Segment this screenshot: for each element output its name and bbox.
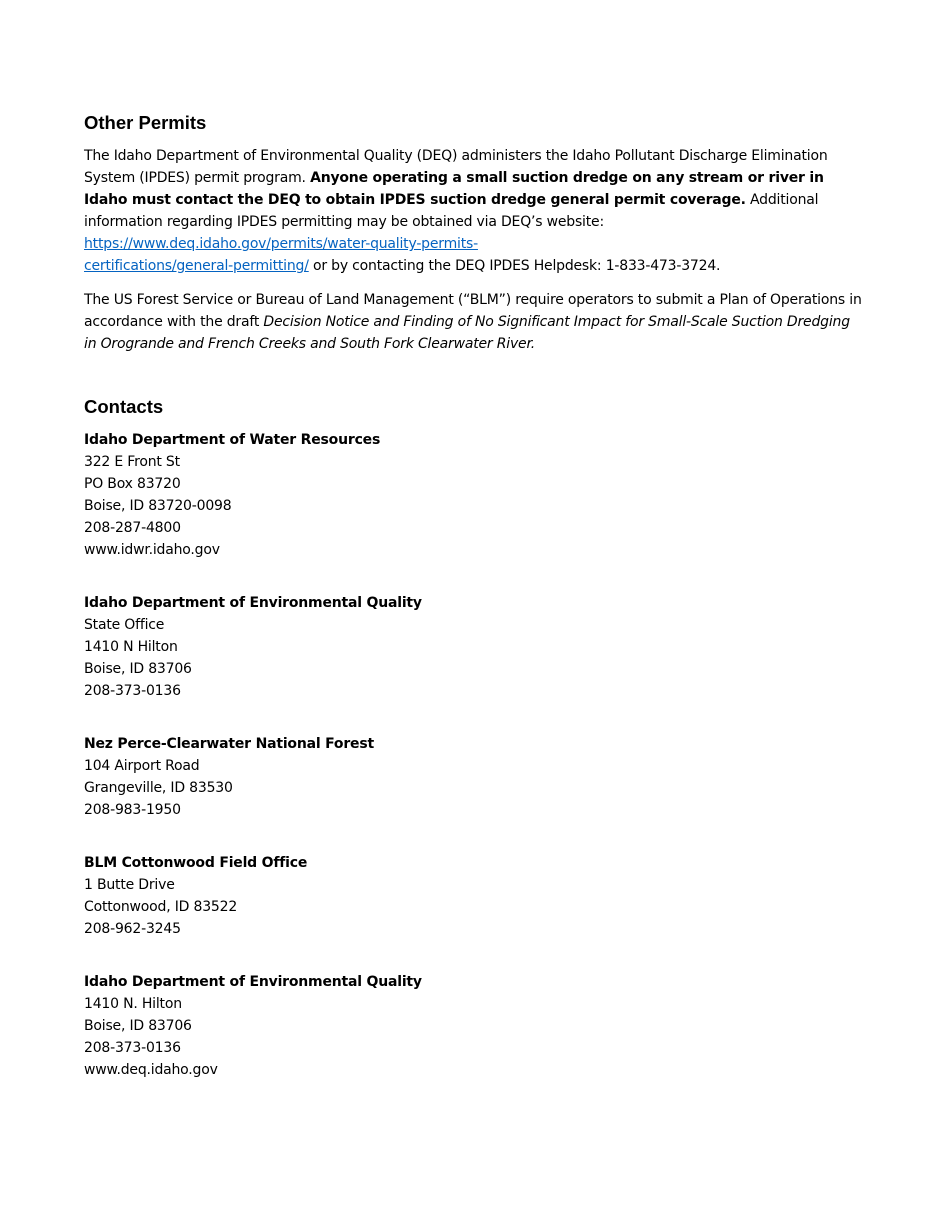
ipdes-intro-text: The Idaho Department of Environmental Quality (DEQ) administers the Idaho Pollutant Discharge Elimination System (IPDES) permit program. [84,148,828,186]
contact-phone: 208-373-0136 [84,683,181,699]
contact-name: Idaho Department of Environmental Quality [84,974,422,990]
contacts-heading: Contacts [84,396,164,417]
ipdes-helpdesk-text: or by contacting the DEQ IPDES Helpdesk: 1-833-473-3724. [308,258,721,274]
contact-phone: 208-983-1950 [84,802,181,818]
contact-city: Boise, ID 83706 [84,1018,192,1034]
deq-link-part1: https://www.deq.idaho.gov/permits/water-quality-permits- [84,236,478,252]
contact-city: Cottonwood, ID 83522 [84,899,238,915]
contact-address-street: 1410 N Hilton [84,639,178,655]
contact-block-deq-state-office [84,592,864,702]
ipdes-paragraph [84,145,864,277]
contact-city: Boise, ID 83720-0098 [84,498,232,514]
contact-address-street: 1410 N. Hilton [84,996,182,1012]
ipdes-requirement-bold: Anyone operating a small suction dredge on any stream or river in Idaho must contact the DEQ to obtain IPDES suction dredge general permit coverage. [84,170,824,208]
contact-address-street: 322 E Front St [84,454,180,470]
contact-block-nez-perce-forest [84,733,864,821]
contact-po-box: PO Box 83720 [84,476,181,492]
decision-notice-title: Decision Notice and Finding of No Significant Impact for Small-Scale Suction Dredging in Orogrande and French Creeks and South Fork Clearwater River. [84,314,850,352]
contact-phone: 208-962-3245 [84,921,181,937]
contact-city: Boise, ID 83706 [84,661,192,677]
plan-of-operations-paragraph [84,289,864,355]
contact-block-deq [84,971,864,1081]
contact-name: BLM Cottonwood Field Office [84,855,308,871]
contact-website: www.idwr.idaho.gov [84,542,220,558]
contact-block-blm-cottonwood [84,852,864,940]
contact-name: Idaho Department of Water Resources [84,432,381,448]
contact-block-idwr [84,429,864,561]
contact-address-street: 104 Airport Road [84,758,200,774]
deq-link-part2: certifications/general-permitting/ [84,258,309,274]
contact-website: www.deq.idaho.gov [84,1062,218,1078]
contact-phone: 208-373-0136 [84,1040,181,1056]
document-page [84,112,864,1081]
contact-office: State Office [84,617,165,633]
ipdes-info-text: Additional information regarding IPDES permitting may be obtained via DEQ’s website: [84,192,819,230]
contact-name: Nez Perce-Clearwater National Forest [84,736,374,752]
contact-city: Grangeville, ID 83530 [84,780,233,796]
contact-address-street: 1 Butte Drive [84,877,175,893]
other-permits-heading: Other Permits [84,112,207,133]
plan-of-operations-text: The US Forest Service or Bureau of Land Management (“BLM”) require operators to submit a Plan of Operations in accordance with the draft [84,292,862,330]
contact-phone: 208-287-4800 [84,520,181,536]
contact-name: Idaho Department of Environmental Quality [84,595,422,611]
